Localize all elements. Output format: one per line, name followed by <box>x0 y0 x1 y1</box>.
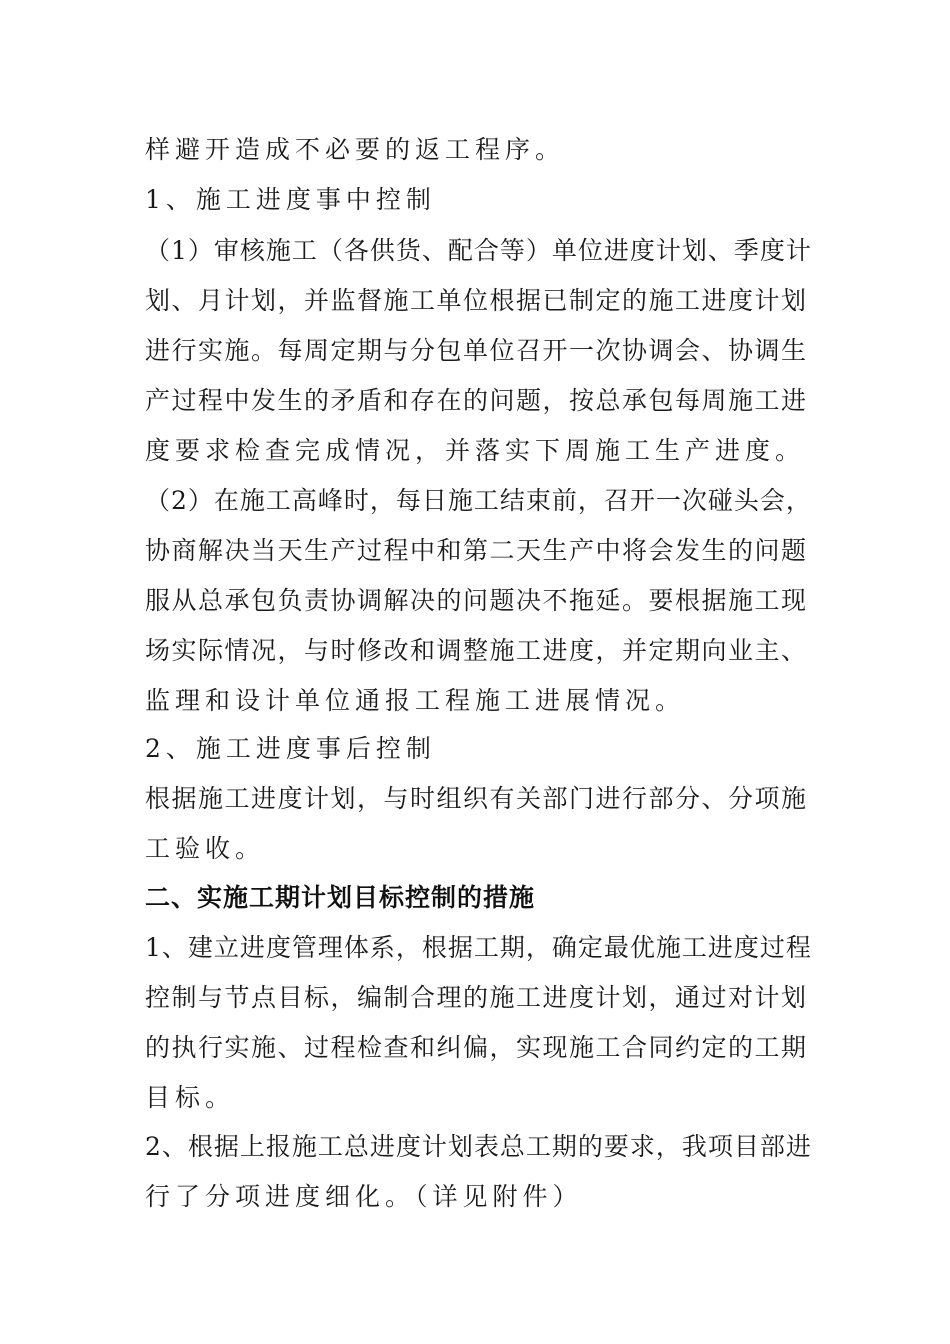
paragraph-line: 协商解决当天生产过程中和第二天生产中将会发生的问题 <box>145 536 808 565</box>
paragraph-line: （2）在施工高峰时，每日施工结束前，召开一次碰头会， <box>145 486 812 515</box>
section-title: 2、施工进度事后控制 <box>145 734 436 763</box>
paragraph-line: 目标。 <box>145 1083 236 1112</box>
paragraph-line: 1、建立进度管理体系，根据工期，确定最优施工进度过程 <box>145 933 812 962</box>
paragraph-line: 的执行实施、过程检查和纠偏，实现施工合同约定的工期 <box>145 1033 808 1062</box>
paragraph-line: 工验收。 <box>145 834 266 863</box>
chapter-heading: 二、实施工期计划目标控制的措施 <box>145 883 536 912</box>
paragraph-line: （1）审核施工（各供货、配合等）单位进度计划、季度计 <box>145 236 812 265</box>
section-title: 1、施工进度事中控制 <box>145 185 436 214</box>
paragraph-line: 根据施工进度计划，与时组织有关部门进行部分、分项施 <box>145 784 808 813</box>
paragraph-line: 行了分项进度细化。（详见附件） <box>145 1182 583 1211</box>
paragraph-line: 产过程中发生的矛盾和存在的问题，按总承包每周施工进 <box>145 386 808 415</box>
paragraph-line: 划、月计划，并监督施工单位根据已制定的施工进度计划 <box>145 286 808 315</box>
paragraph-line: 服从总承包负责协调解决的问题决不拖延。要根据施工现 <box>145 586 808 615</box>
paragraph-line: 场实际情况，与时修改和调整施工进度，并定期向业主、 <box>145 636 808 665</box>
paragraph-line: 2、根据上报施工总进度计划表总工期的要求，我项目部进 <box>145 1132 812 1161</box>
paragraph-line: 监理和设计单位通报工程施工进展情况。 <box>145 686 686 715</box>
paragraph-line: 控制与节点目标，编制合理的施工进度计划，通过对计划 <box>145 983 808 1012</box>
paragraph-line: 进行实施。每周定期与分包单位召开一次协调会、协调生 <box>145 336 808 365</box>
paragraph-line: 样避开造成不必要的返工程序。 <box>145 135 566 164</box>
paragraph-line: 度要求检查完成情况，并落实下周施工生产进度。 <box>145 436 806 465</box>
